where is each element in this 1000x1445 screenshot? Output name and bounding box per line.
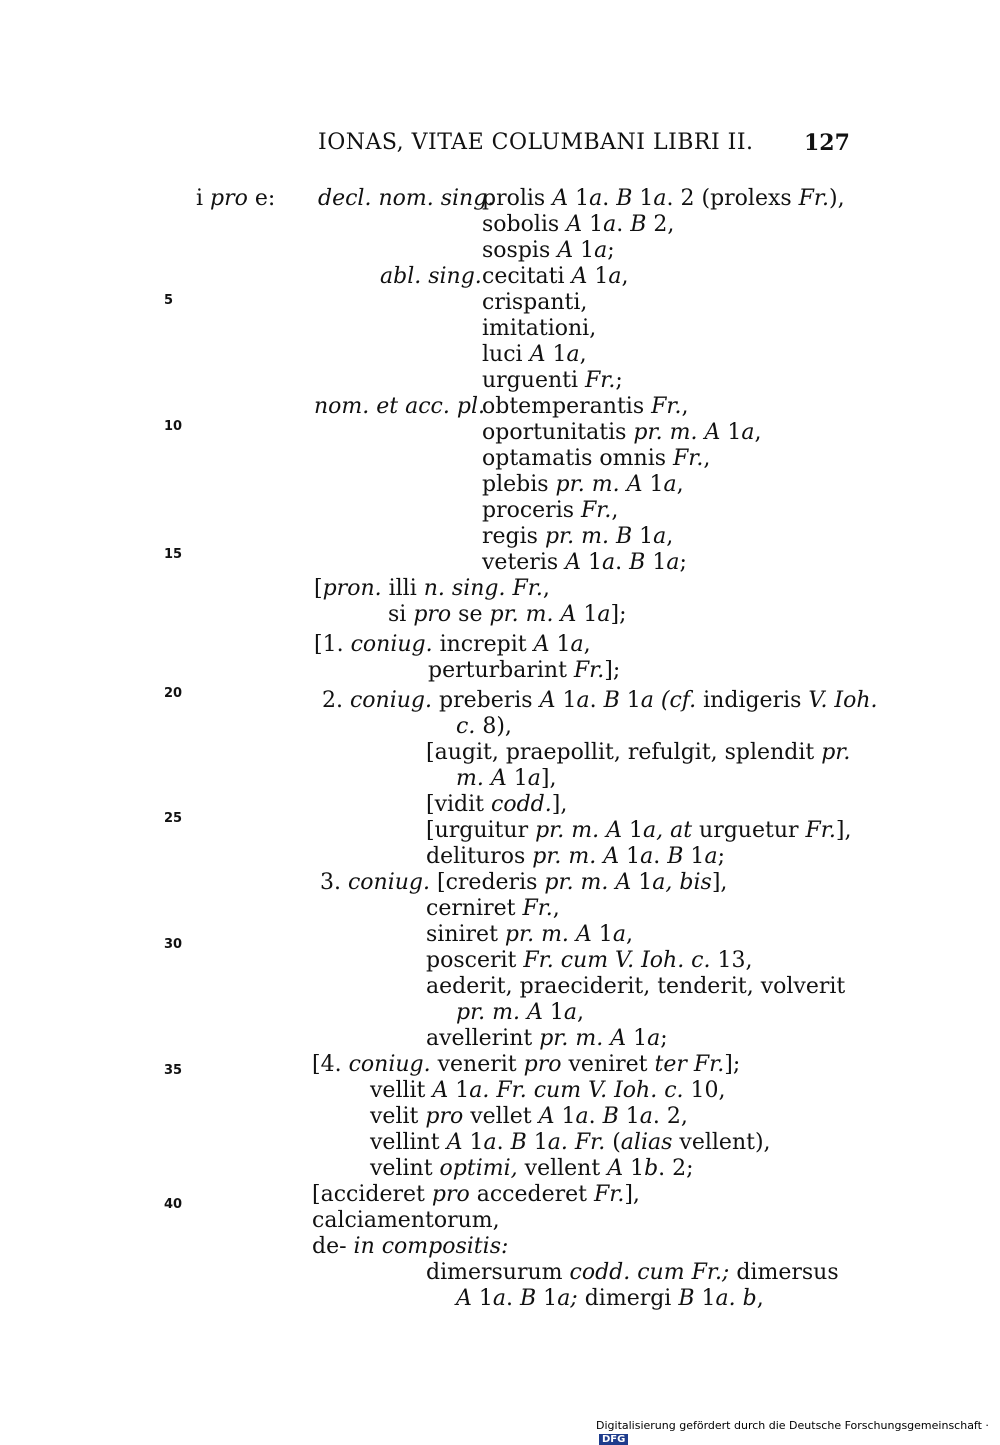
text-segment: vellint: [370, 1130, 447, 1155]
italic-segment: Fr.: [651, 394, 682, 419]
text-segment: 2,: [646, 212, 675, 237]
text-segment: dimergi: [577, 1286, 679, 1311]
text-segment: 1: [536, 1286, 558, 1311]
italic-segment: a (cf.: [640, 688, 697, 713]
text-line: [426, 896, 560, 922]
italic-segment: B: [629, 550, 646, 575]
text-segment: ],: [540, 766, 557, 791]
text-segment: ;: [660, 1026, 668, 1051]
italic-segment: a: [527, 766, 541, 791]
text-segment: 1: [448, 1078, 470, 1103]
italic-segment: A: [557, 238, 574, 263]
text-line: [314, 576, 550, 602]
italic-segment: B: [602, 1104, 619, 1129]
text-segment: ;: [607, 238, 615, 263]
text-segment: [augit, praepollit, refulgit, splendit: [426, 740, 822, 765]
italic-segment: pr. m. A: [532, 844, 620, 869]
text-segment: ],: [711, 870, 728, 895]
text-line: [388, 602, 627, 628]
italic-segment: pr.: [821, 740, 851, 765]
text-segment: 1: [549, 632, 571, 657]
text-segment: plebis: [482, 472, 556, 497]
text-segment: vellent: [517, 1156, 608, 1181]
text-segment: accederet: [469, 1182, 594, 1207]
text-segment: prolis: [482, 186, 553, 211]
text-line: [482, 368, 623, 394]
text-segment: .: [506, 1286, 521, 1311]
text-line: [370, 1078, 726, 1104]
italic-segment: a: [570, 632, 584, 657]
text-segment: 1: [568, 186, 590, 211]
text-segment: ;: [615, 368, 623, 393]
text-line: [482, 524, 673, 550]
text-segment: (: [605, 1130, 621, 1155]
italic-segment: A: [571, 264, 588, 289]
italic-segment: pr. m. A: [456, 1000, 543, 1025]
italic-segment: optimi,: [439, 1156, 518, 1181]
text-segment: veteris: [482, 550, 566, 575]
italic-segment: a: [576, 688, 590, 713]
italic-segment: pr. m. A: [544, 870, 632, 895]
text-segment: veniret: [561, 1052, 655, 1077]
text-segment: se: [451, 602, 490, 627]
text-segment: [vidit: [426, 792, 492, 817]
italic-segment: Fr.: [593, 1182, 625, 1207]
text-segment: proceris: [482, 498, 582, 523]
italic-segment: a: [566, 342, 580, 367]
text-segment: 2.: [322, 688, 350, 713]
italic-segment: a: [640, 844, 654, 869]
text-line: [314, 394, 485, 420]
text-line: [312, 1234, 508, 1260]
text-segment: cerniret: [426, 896, 523, 921]
italic-segment: B: [630, 212, 647, 237]
italic-segment: in compositis:: [353, 1234, 509, 1259]
running-header: IONAS, VITAE COLUMBANI LIBRI II.: [318, 130, 754, 155]
text-segment: 1: [587, 264, 609, 289]
text-line: [482, 186, 845, 212]
text-segment: ];: [724, 1052, 741, 1077]
italic-segment: B: [616, 186, 633, 211]
italic-segment: Fr.: [585, 368, 616, 393]
text-line: [314, 632, 591, 658]
text-segment: ;: [717, 844, 725, 869]
text-segment: 1: [632, 186, 654, 211]
italic-segment: a: [602, 550, 616, 575]
text-segment: 1: [526, 1130, 548, 1155]
italic-segment: m. A: [456, 766, 507, 791]
text-segment: velit: [370, 1104, 426, 1129]
text-segment: 1: [471, 1286, 493, 1311]
text-segment: ,: [666, 524, 674, 549]
text-line: [196, 186, 275, 212]
text-segment: 1: [694, 1286, 716, 1311]
text-segment: 1: [645, 550, 667, 575]
text-line: [482, 446, 710, 472]
text-line: [482, 264, 629, 290]
text-segment: ,: [552, 896, 560, 921]
text-line: [456, 1000, 584, 1026]
text-segment: poscerit: [426, 948, 524, 973]
text-segment: . 2;: [658, 1156, 694, 1181]
text-line: [312, 1052, 740, 1078]
text-line: [370, 1104, 688, 1130]
text-segment: calciamentorum,: [312, 1208, 500, 1233]
text-line: [320, 870, 727, 896]
line-number: 5: [164, 293, 174, 308]
text-segment: [: [314, 576, 323, 601]
text-segment: perturbarint: [428, 658, 574, 683]
italic-segment: pr. m. B: [544, 524, 633, 549]
italic-segment: Fr.: [573, 658, 605, 683]
text-segment: [accideret: [312, 1182, 432, 1207]
text-line: [482, 394, 688, 420]
text-segment: [4.: [312, 1052, 349, 1077]
text-segment: ;: [679, 550, 687, 575]
line-number: 30: [164, 937, 183, 952]
italic-segment: B: [603, 688, 620, 713]
text-segment: ,: [681, 394, 689, 419]
text-segment: [crederis: [430, 870, 545, 895]
line-number: 25: [164, 811, 183, 826]
text-segment: ];: [610, 602, 627, 627]
italic-segment: coniug.: [350, 632, 433, 657]
text-segment: .: [616, 212, 631, 237]
text-segment: 1: [619, 844, 641, 869]
italic-segment: pro: [523, 1052, 562, 1077]
italic-segment: codd. cum Fr.;: [569, 1260, 730, 1285]
italic-segment: decl. nom. sing.: [318, 186, 495, 211]
text-segment: ,: [754, 420, 762, 445]
italic-segment: pro: [413, 602, 452, 627]
italic-segment: a: [639, 1104, 653, 1129]
italic-segment: pro: [425, 1104, 464, 1129]
text-segment: [1.: [314, 632, 351, 657]
text-segment: obtemperantis: [482, 394, 652, 419]
text-line: [482, 212, 674, 238]
text-segment: illi: [381, 576, 424, 601]
text-segment: i: [196, 186, 211, 211]
italic-segment: Fr.: [673, 446, 704, 471]
text-line: [426, 844, 725, 870]
italic-segment: A: [538, 1104, 555, 1129]
text-segment: crispanti,: [482, 290, 588, 315]
text-segment: luci: [482, 342, 530, 367]
text-line: [426, 922, 633, 948]
text-segment: 1: [631, 870, 653, 895]
text-segment: indigeris: [696, 688, 809, 713]
text-segment: ,: [583, 632, 591, 657]
text-segment: ],: [551, 792, 568, 817]
text-segment: .: [589, 688, 604, 713]
text-line: [312, 1182, 640, 1208]
text-line: [426, 948, 752, 974]
text-segment: regis: [482, 524, 545, 549]
text-line: [380, 264, 482, 290]
text-line: [482, 290, 587, 316]
italic-segment: a, at: [642, 818, 693, 843]
text-segment: 1: [545, 342, 567, 367]
text-line: [370, 1130, 771, 1156]
italic-segment: Fr.: [798, 186, 830, 211]
text-segment: sobolis: [482, 212, 567, 237]
italic-segment: abl. sing.: [380, 264, 482, 289]
text-line: [456, 1286, 764, 1312]
italic-segment: pr. m. A: [504, 922, 592, 947]
text-line: [482, 316, 596, 342]
italic-segment: pr. m. A: [539, 1026, 627, 1051]
italic-segment: c.: [456, 714, 476, 739]
italic-segment: a: [741, 420, 755, 445]
text-line: [426, 974, 845, 1000]
text-segment: [urguitur: [426, 818, 536, 843]
text-segment: ,: [756, 1286, 764, 1311]
italic-segment: a: [704, 844, 718, 869]
text-line: [482, 420, 761, 446]
text-line: [426, 818, 851, 844]
text-segment: 1: [618, 1104, 640, 1129]
italic-segment: a: [603, 212, 617, 237]
italic-segment: A: [533, 632, 550, 657]
text-segment: 1: [623, 1156, 645, 1181]
italic-segment: a: [653, 524, 667, 549]
text-segment: cecitati: [482, 264, 572, 289]
italic-segment: a, bis: [652, 870, 712, 895]
text-segment: 1: [581, 550, 603, 575]
text-segment: 1: [576, 602, 598, 627]
italic-segment: a. Fr.: [547, 1130, 606, 1155]
text-segment: . 2,: [652, 1104, 688, 1129]
text-segment: 1: [555, 688, 577, 713]
text-segment: .: [588, 1104, 603, 1129]
text-segment: avellerint: [426, 1026, 540, 1051]
text-line: [370, 1156, 694, 1182]
italic-segment: A: [456, 1286, 472, 1311]
italic-segment: coniug.: [348, 1052, 431, 1077]
italic-segment: pro: [431, 1182, 470, 1207]
line-number: 40: [164, 1197, 183, 1212]
text-segment: .: [615, 550, 630, 575]
italic-segment: B: [678, 1286, 695, 1311]
text-segment: oportunitatis: [482, 420, 634, 445]
text-segment: increpit: [432, 632, 534, 657]
text-segment: ,: [703, 446, 711, 471]
italic-segment: pr. m. A: [535, 818, 622, 843]
text-line: [456, 766, 556, 792]
text-segment: .: [602, 186, 617, 211]
italic-segment: a: [608, 264, 622, 289]
text-segment: optamatis omnis: [482, 446, 674, 471]
text-segment: urguenti: [482, 368, 585, 393]
text-segment: sospis: [482, 238, 558, 263]
italic-segment: a: [647, 1026, 661, 1051]
italic-segment: a;: [557, 1286, 578, 1311]
text-segment: ,: [625, 922, 633, 947]
dfg-logo: DFG: [599, 1434, 628, 1445]
italic-segment: nom. et acc. pl.: [314, 394, 485, 419]
italic-segment: A: [566, 212, 583, 237]
text-segment: preberis: [432, 688, 540, 713]
text-segment: imitationi,: [482, 316, 597, 341]
text-line: [312, 1208, 500, 1234]
italic-segment: a: [612, 922, 626, 947]
text-line: [482, 238, 615, 264]
text-segment: delituros: [426, 844, 533, 869]
text-segment: 1: [542, 1000, 564, 1025]
text-line: [426, 740, 850, 766]
text-segment: 1: [591, 922, 613, 947]
text-segment: vellet: [463, 1104, 539, 1129]
italic-segment: a: [563, 1000, 578, 1025]
italic-segment: V. Ioh.: [808, 688, 878, 713]
line-number: 15: [164, 547, 183, 562]
line-number: 20: [164, 686, 183, 701]
italic-segment: ter Fr.: [654, 1052, 725, 1077]
text-segment: ],: [835, 818, 852, 843]
text-segment: ),: [829, 186, 845, 211]
text-line: [482, 472, 684, 498]
text-line: [426, 1026, 668, 1052]
text-segment: 1: [642, 472, 664, 497]
italic-segment: a: [483, 1130, 497, 1155]
text-line: [426, 1260, 839, 1286]
text-segment: venerit: [430, 1052, 524, 1077]
text-segment: .: [496, 1130, 511, 1155]
italic-segment: coniug.: [349, 688, 433, 713]
italic-segment: A: [446, 1130, 463, 1155]
italic-segment: pr. m. A: [555, 472, 643, 497]
text-segment: ,: [577, 1000, 585, 1025]
line-number: 10: [164, 419, 183, 434]
text-segment: 1: [632, 524, 654, 549]
text-line: [318, 186, 494, 212]
text-segment: ,: [611, 498, 619, 523]
text-line: [322, 688, 878, 714]
text-segment: urguetur: [692, 818, 806, 843]
italic-segment: codd.: [491, 792, 552, 817]
italic-segment: n. sing. Fr.: [423, 576, 543, 601]
italic-segment: B: [667, 844, 684, 869]
italic-segment: B: [520, 1286, 537, 1311]
funding-footer: [596, 1419, 1000, 1445]
text-segment: ];: [604, 658, 621, 683]
italic-segment: coniug.: [347, 870, 431, 895]
text-segment: aederit, praeciderit, tenderit, volverit: [426, 974, 846, 999]
text-segment: . 2 (prolexs: [666, 186, 799, 211]
italic-segment: A: [607, 1156, 624, 1181]
text-segment: 8),: [475, 714, 512, 739]
page-number: 127: [804, 130, 850, 156]
italic-segment: a: [594, 238, 608, 263]
text-line: [428, 658, 620, 684]
text-segment: dimersus: [729, 1260, 839, 1285]
italic-segment: a: [589, 186, 603, 211]
text-line: [482, 550, 687, 576]
text-segment: 1: [621, 818, 643, 843]
italic-segment: pron.: [322, 576, 382, 601]
text-segment: siniret: [426, 922, 505, 947]
italic-segment: a: [653, 186, 667, 211]
text-segment: de-: [312, 1234, 354, 1259]
italic-segment: a: [575, 1104, 589, 1129]
italic-segment: Fr.: [522, 896, 553, 921]
text-segment: .: [653, 844, 668, 869]
text-segment: 3.: [320, 870, 348, 895]
footer-text: Digitalisierung gefördert durch die Deutsche Forschungsgemeinschaft ·: [596, 1419, 989, 1432]
text-segment: ,: [542, 576, 550, 601]
text-segment: velint: [370, 1156, 440, 1181]
italic-segment: b: [644, 1156, 659, 1181]
italic-segment: Fr. cum V. Ioh. c.: [523, 948, 711, 973]
italic-segment: Fr.: [805, 818, 836, 843]
text-segment: ,: [676, 472, 684, 497]
text-segment: 1: [720, 420, 742, 445]
text-segment: e:: [247, 186, 276, 211]
italic-segment: pro: [210, 186, 248, 211]
italic-segment: A: [539, 688, 556, 713]
text-segment: si: [388, 602, 414, 627]
text-segment: 1: [573, 238, 595, 263]
italic-segment: A: [565, 550, 582, 575]
italic-segment: a: [663, 472, 677, 497]
italic-segment: a: [492, 1286, 507, 1311]
italic-segment: a: [597, 602, 611, 627]
text-segment: ,: [579, 342, 587, 367]
text-segment: ],: [624, 1182, 640, 1207]
text-segment: 1: [683, 844, 705, 869]
text-segment: ,: [621, 264, 629, 289]
text-line: [482, 342, 587, 368]
text-segment: 10,: [683, 1078, 726, 1103]
text-line: [426, 792, 567, 818]
italic-segment: B: [510, 1130, 527, 1155]
text-line: [456, 714, 512, 740]
italic-segment: pr. m. A: [489, 602, 577, 627]
line-number: 35: [164, 1063, 183, 1078]
text-segment: 1: [626, 1026, 648, 1051]
text-segment: 1: [554, 1104, 576, 1129]
italic-segment: A: [552, 186, 569, 211]
italic-segment: a. b: [715, 1286, 757, 1311]
italic-segment: alias: [620, 1130, 673, 1155]
text-segment: vellent),: [672, 1130, 771, 1155]
text-segment: 1: [619, 688, 641, 713]
italic-segment: Fr.: [581, 498, 612, 523]
italic-segment: pr. m. A: [633, 420, 721, 445]
text-line: [482, 498, 618, 524]
italic-segment: a: [666, 550, 680, 575]
italic-segment: A: [529, 342, 546, 367]
italic-segment: A: [432, 1078, 449, 1103]
text-segment: dimersurum: [426, 1260, 570, 1285]
text-segment: vellit: [370, 1078, 433, 1103]
text-segment: 1: [582, 212, 604, 237]
text-segment: 1: [506, 766, 528, 791]
italic-segment: a. Fr. cum V. Ioh. c.: [469, 1078, 684, 1103]
text-segment: 13,: [710, 948, 753, 973]
text-segment: 1: [462, 1130, 484, 1155]
